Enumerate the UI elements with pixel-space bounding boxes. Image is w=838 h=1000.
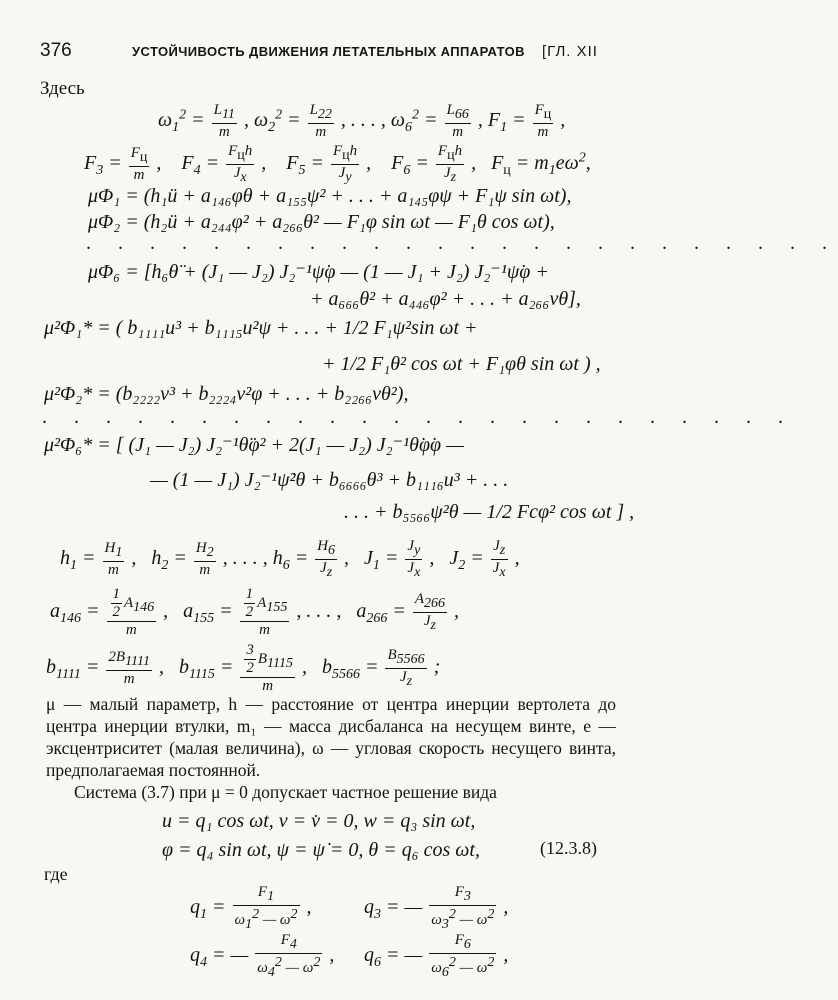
dots-row-2: . . . . . . . . . . . . . . . . . . . . . . . . [42, 406, 794, 428]
formula-b: $b_{1111}$ = $\frac{2B_{1111}}{m}$ , $b_{1115}$ = $\frac{3}{2}$ $B_{1115}$ m , $b_{5566}$ = $\frac{B_{5566}}{J_z}$ ; [46, 642, 441, 694]
formula-muphi6-b: + a₆₆₆θ² + a₄₄₆φ² + . . . + a₂₆₆vθ], [310, 288, 581, 310]
intro-word: Здесь [40, 78, 85, 99]
formula-muphi2: μΦ₂ = (h₂ü + a₂₄₄φ² + a₂₆₆θ² — F₁φ sin ωt — F₁θ cos ωt), [88, 211, 555, 233]
solution-line-2: φ = q₄ sin ωt, ψ = ψ̇ = 0, θ = q₆ cos ωt, [162, 839, 480, 861]
formula-muphi6-a: μΦ₆ = [h₆θ̈ + (J₁ — J₂) J₂⁻¹ψ̇φ — (1 — J₁ + J₂) J₂⁻¹ψ̇φ + [88, 261, 549, 283]
q6-def: $q_6$ = — $\frac{F_6}{\omega_6^2 — \omega^2}$ , [364, 932, 509, 980]
q3-def: $q_3$ = — $\frac{F_3}{\omega_3^2 — \omega^2}$ , [364, 884, 509, 932]
formula-mu2phi6-a: μ²Φ₆* = [ (J₁ — J₂) J₂⁻¹θ̈φ² + 2(J₁ — J₂) J₂⁻¹θ̇φ̇φ — [44, 434, 464, 456]
chapter-label: [ГЛ. XII [542, 43, 598, 60]
q1-def: $q_1$ = $\frac{F_1}{\omega_1^2 — \omega^2}$ , [190, 884, 312, 932]
where-word: где [44, 864, 68, 884]
equation-number: (12.3.8) [540, 838, 597, 858]
formula-mu2phi1-b: + 1/2 F₁θ² cos ωt + F₁φθ sin ωt ) , [322, 353, 601, 375]
formula-mu2phi6-c: . . . + b₅₅₆₆ψ²θ — 1/2 Fcφ² cos ωt ] , [344, 501, 635, 523]
paragraph-definitions: μ — малый параметр, h — расстояние от центра инерции вертолета до центра инерции втулки, m₁ — масса дисбаланса на несущем винте, e — эксцентриситет (малая величина), ω — угловая скорость несущего винта, предполагаемая постоянной. [46, 694, 616, 780]
formula-omega: $\omega_1^2$ = $\frac{L_{11}}{m}$ , $\omega_2^2$ = $\frac{L_{22}}{m}$ , . . . , $\omega_6^2$ = $\frac{L_{66}}{m}$ , $F_1$ = $F_ц$ m , [158, 102, 566, 140]
formula-mu2phi1-a: μ²Φ₁* = ( b₁₁₁₁u³ + b₁₁₁₅u²ψ + . . . + 1/2 F₁ψ²sin ωt + [44, 317, 478, 339]
paragraph-system: Система (3.7) при μ = 0 допускает частное решение вида [74, 782, 497, 802]
formula-muphi1: μΦ₁ = (h₁ü + a₁₄₆φθ + a₁₅₅ψ² + . . . + a₁₄₅φψ + F₁ψ sin ωt), [88, 185, 572, 207]
formula-mu2phi6-b: — (1 — J₁) J₂⁻¹ψ̇²θ + b₆₆₆₆θ³ + b₁₁₁₆u³ + . . . [150, 469, 509, 491]
dots-row-1: . . . . . . . . . . . . . . . . . . . . . . . . [86, 232, 838, 254]
solution-line-1: u = q₁ cos ωt, v = v̇ = 0, w = q₃ sin ωt, [162, 810, 476, 832]
formula-h: $h_1$ = $\frac{H_1}{m}$ , $h_2$ = $\frac{H_2}{m}$ , . . . , $h_6$ = $\frac{H_6}{J_z}$ , $J_1$ = $\frac{J_y}{J_x}$ , $J_2$ = $\frac{J_z}{J_x}$ , [60, 538, 520, 580]
formula-mu2phi2: μ²Φ₂* = (b₂₂₂₂v³ + b₂₂₂₄v²φ + . . . + b₂₂₆₆vθ²), [44, 383, 409, 405]
formula-a: $a_{146}$ = $\frac{1}{2}$ $A_{146}$ m , $a_{155}$ = $\frac{1}{2}$ $A_{155}$ m , . . . , $a_{266}$ = $\frac{A_{266}}{J_z}$ , [50, 586, 460, 638]
q4-def: $q_4$ = — $\frac{F_4}{\omega_4^2 — \omega^2}$ , [190, 932, 335, 980]
page-number: 376 [40, 40, 72, 61]
running-title: УСТОЙЧИВОСТЬ ДВИЖЕНИЯ ЛЕТАТЕЛЬНЫХ АППАРАТОВ [132, 44, 525, 59]
formula-f: $F_3$ = $F_ц$ m , $F_4$ = $F_цh$ $J_x$ , $F_5$ = $F_цh$ $J_y$ , $F_6$ = $F_цh$ $J_z$ , $F_ц = m_1e\omega^2$, [84, 143, 591, 185]
